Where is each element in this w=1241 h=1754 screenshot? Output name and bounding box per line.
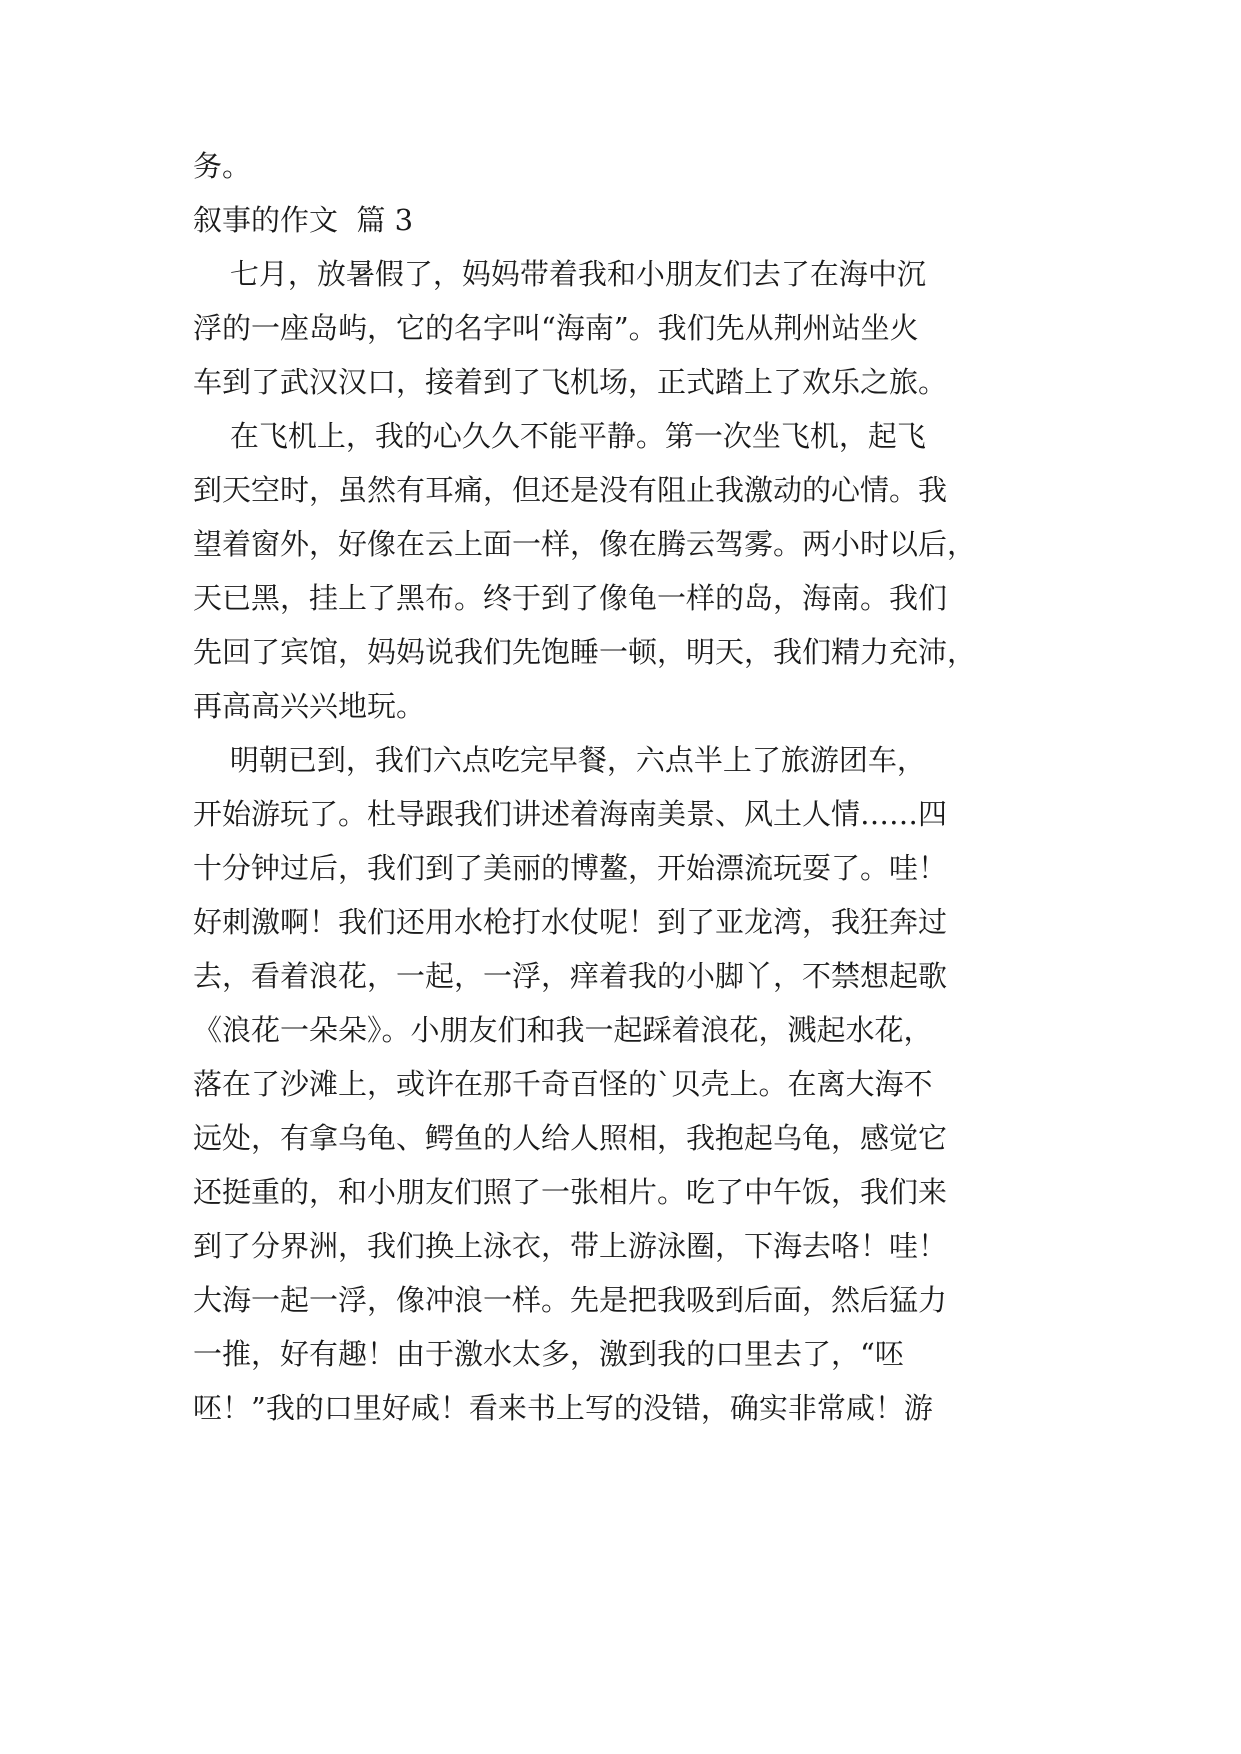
text-line: 务。 <box>193 149 252 183</box>
text-line: 大海一起一浮，像冲浪一样。先是把我吸到后面，然后猛力 <box>193 1283 948 1317</box>
text-line: 再高高兴兴地玩。 <box>193 689 426 723</box>
text-line: 《浪花一朵朵》。小朋友们和我一起踩着浪花，溅起水花， <box>193 1013 933 1047</box>
text-line: 去，看着浪花，一起，一浮，痒着我的小脚丫，不禁想起歌 <box>193 959 948 993</box>
text-line: 落在了沙滩上，或许在那千奇百怪的`贝壳上。在离大海不 <box>193 1067 933 1101</box>
text-line: 好刺激啊！我们还用水枪打水仗呢！到了亚龙湾，我狂奔过 <box>193 905 948 939</box>
text-line: 远处，有拿乌龟、鳄鱼的人给人照相，我抱起乌龟，感觉它 <box>193 1121 948 1155</box>
text-line: 还挺重的，和小朋友们照了一张相片。吃了中午饭，我们来 <box>193 1175 948 1209</box>
text-line: 开始游玩了。杜导跟我们讲述着海南美景、风土人情……四 <box>193 797 948 831</box>
text-line: 到了分界洲，我们换上泳衣，带上游泳圈，下海去咯！哇！ <box>193 1229 948 1263</box>
text-line: 浮的一座岛屿，它的名字叫“海南”。我们先从荆州站坐火 <box>193 311 919 345</box>
text-line: 车到了武汉汉口，接着到了飞机场，正式踏上了欢乐之旅。 <box>193 365 948 399</box>
text-line: 天已黑，挂上了黑布。终于到了像龟一样的岛，海南。我们 <box>193 581 948 615</box>
text-line: 先回了宾馆，妈妈说我们先饱睡一顿，明天，我们精力充沛， <box>193 635 977 669</box>
text-line: 一推，好有趣！由于激水太多，激到我的口里去了，“呸 <box>193 1337 904 1371</box>
text-line: 十分钟过后，我们到了美丽的博鳌，开始漂流玩耍了。哇！ <box>193 851 948 885</box>
text-line: 到天空时，虽然有耳痛，但还是没有阻止我激动的心情。我 <box>193 473 948 507</box>
section-heading: 叙事的作文 篇 3 <box>193 203 414 237</box>
text-line: 呸！”我的口里好咸！看来书上写的没错，确实非常咸！游 <box>193 1391 933 1425</box>
text-line: 七月，放暑假了，妈妈带着我和小朋友们去了在海中沉 <box>193 257 926 291</box>
text-line: 在飞机上，我的心久久不能平静。第一次坐飞机，起飞 <box>193 419 926 453</box>
text-line: 明朝已到，我们六点吃完早餐，六点半上了旅游团车， <box>193 743 926 777</box>
text-line: 望着窗外，好像在云上面一样，像在腾云驾雾。两小时以后， <box>193 527 977 561</box>
